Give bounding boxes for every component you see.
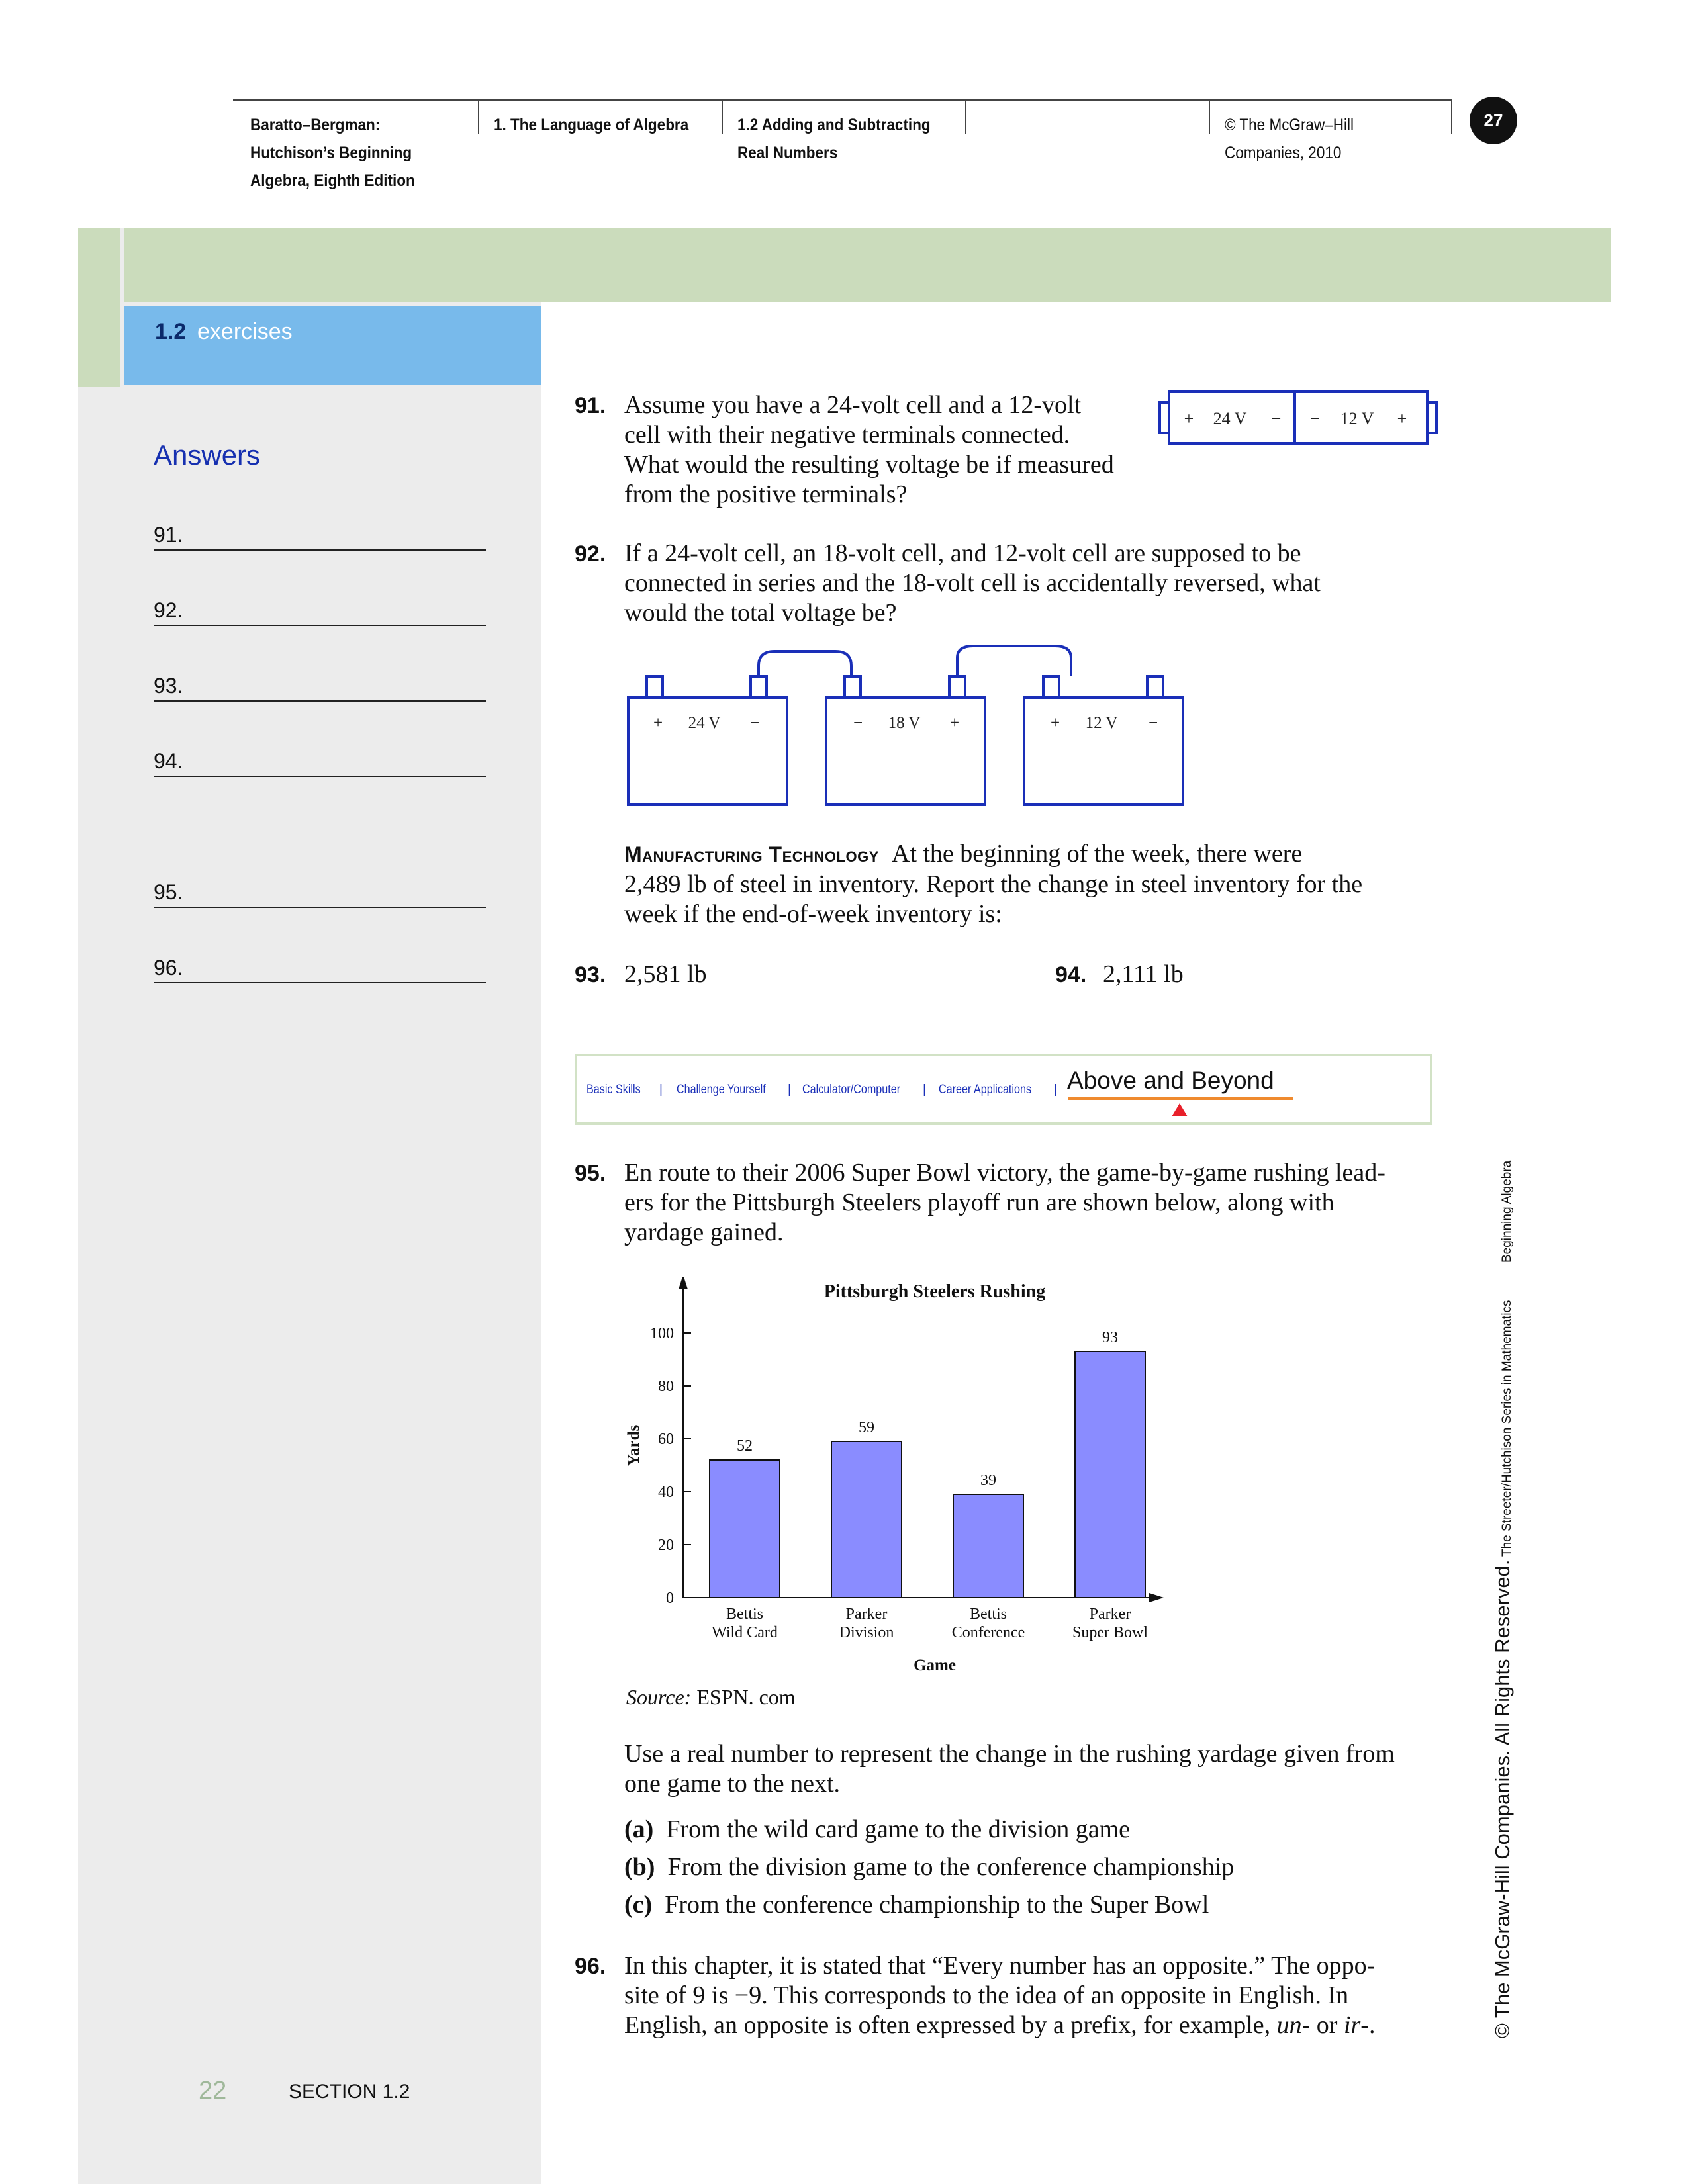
terminal-sign: − <box>853 714 863 732</box>
nav-active-underline <box>1068 1097 1293 1100</box>
x-tick-label: Wild Card <box>712 1624 778 1641</box>
terminal-sign: + <box>949 714 960 732</box>
terminal-sign: + <box>1397 409 1407 428</box>
problem-91-text: Assume you have a 24-volt cell and a 12-volt cell with their negative terminals connected. What would the resulting voltage be if measured from the positive terminals? <box>624 391 1114 508</box>
nav-above-and-beyond[interactable]: Above and Beyond <box>1067 1067 1274 1094</box>
answer-line[interactable]: 96. <box>154 956 486 983</box>
answer-line[interactable]: 94. <box>154 749 486 777</box>
terminal-sign: − <box>1271 409 1282 428</box>
tab-number: 1.2 <box>155 319 187 344</box>
y-tick-label: 40 <box>658 1484 674 1501</box>
x-axis-arrow <box>1149 1593 1164 1602</box>
answer-line[interactable]: 95. <box>154 880 486 908</box>
y-tick-label: 80 <box>658 1378 674 1395</box>
cell-label: 24 V <box>1213 409 1247 428</box>
bar <box>710 1460 780 1598</box>
header-divider <box>1209 99 1210 134</box>
exercises-tab <box>124 306 541 385</box>
header-divider <box>478 99 479 134</box>
bar-value-label: 59 <box>859 1419 874 1436</box>
y-axis-arrow <box>679 1277 688 1289</box>
y-tick-label: 60 <box>658 1431 674 1448</box>
problem-94-value: 2,111 lb <box>1103 960 1184 988</box>
problem-92-text: If a 24-volt cell, an 18-volt cell, and 12-volt cell are supposed to be connected in series and the 18-volt cell is accidentally reversed, what would the total voltage be? <box>624 539 1321 627</box>
terminal-sign: − <box>1309 409 1320 428</box>
y-tick-label: 100 <box>650 1325 674 1342</box>
nav-separator: | <box>659 1083 663 1097</box>
problem-number: 91. <box>575 393 606 418</box>
header-divider <box>722 99 723 134</box>
answer-line[interactable]: 92. <box>154 598 486 626</box>
x-tick-label: Bettis <box>969 1606 1008 1623</box>
bar-value-label: 39 <box>980 1472 996 1489</box>
problem-95-prompt: Use a real number to represent the change in the rushing yardage given from one game to the next. <box>624 1740 1395 1797</box>
problem-95-text: En route to their 2006 Super Bowl victory, the game-by-game rushing lead- ers for the Pittsburgh Steelers playoff run are shown below, along with yardage gained. <box>624 1159 1385 1246</box>
x-tick-label: Super Bowl <box>1072 1624 1148 1641</box>
x-tick-label: Parker <box>1089 1606 1131 1623</box>
nav-challenge-yourself[interactable]: Challenge Yourself <box>677 1083 766 1097</box>
problem-number: 92. <box>575 541 606 567</box>
header-book-title: Baratto–Bergman: Hutchison’s Beginning Algebra, Eighth Edition <box>250 116 415 190</box>
green-band <box>124 228 1611 302</box>
steelers-rushing-chart <box>609 1277 1205 1688</box>
nav-separator: | <box>923 1083 926 1097</box>
nav-calculator-computer[interactable]: Calculator/Computer <box>802 1083 901 1097</box>
cell-label: 12 V <box>1340 409 1374 428</box>
cell-label: 18 V <box>888 714 921 732</box>
x-tick-label: Bettis <box>726 1606 764 1623</box>
y-tick-label: 0 <box>666 1590 674 1607</box>
header-divider <box>965 99 966 134</box>
x-axis-label: Game <box>914 1657 956 1674</box>
bar-value-label: 52 <box>737 1437 753 1455</box>
bar <box>831 1441 902 1598</box>
answers-column <box>78 228 541 2184</box>
header-chapter: 1. The Language of Algebra <box>494 116 689 134</box>
nav-basic-skills[interactable]: Basic Skills <box>586 1083 641 1097</box>
margin-course: Beginning Algebra <box>1500 1160 1514 1263</box>
chart-source: Source: ESPN. com <box>626 1685 796 1709</box>
problem-number: 94. <box>1055 962 1087 987</box>
bar <box>953 1494 1023 1598</box>
cell-label: 24 V <box>688 714 721 732</box>
footer-page-number: 22 <box>199 2077 227 2105</box>
terminal-sign: + <box>1184 409 1194 428</box>
problem-number: 96. <box>575 1954 606 1979</box>
margin-rights: © The McGraw-Hill Companies. All Rights Reserved. <box>1491 1559 1514 2038</box>
problem-95-part-a: (a) From the wild card game to the division game <box>624 1815 1131 1843</box>
problem-96-text: In this chapter, it is stated that “Every number has an opposite.” The oppo- site of 9 is −9. This corresponds to the idea of an opposite in English. In English, an opposite is often expressed by a prefix, for example, un- or ir-. <box>624 1952 1376 2039</box>
terminal-sign: − <box>749 714 760 732</box>
header-copyright: © The McGraw–Hill Companies, 2010 <box>1225 116 1354 162</box>
terminal-sign: + <box>653 714 663 732</box>
nav-separator: | <box>1054 1083 1057 1097</box>
manufacturing-heading: Manufacturing Technology <box>624 842 879 866</box>
y-axis-label: Yards <box>625 1424 643 1467</box>
footer-section: SECTION 1.2 <box>289 2081 410 2103</box>
header-section: 1.2 Adding and Subtracting Real Numbers <box>737 116 931 162</box>
problem-95-part-b: (b) From the division game to the conference championship <box>624 1853 1235 1881</box>
x-tick-label: Parker <box>845 1606 888 1623</box>
cell-label: 12 V <box>1085 714 1118 732</box>
header-divider <box>1451 99 1452 134</box>
green-strip <box>78 228 120 387</box>
margin-series: The Streeter/Hutchison Series in Mathematics <box>1500 1300 1514 1557</box>
problem-95-part-c: (c) From the conference championship to the Super Bowl <box>624 1891 1209 1919</box>
chart-title: Pittsburgh Steelers Rushing <box>823 1281 1046 1302</box>
active-marker-icon <box>1171 1103 1188 1117</box>
exercise-category-nav <box>575 1054 1432 1125</box>
answer-line[interactable]: 91. <box>154 523 486 551</box>
nav-career-applications[interactable]: Career Applications <box>939 1083 1032 1097</box>
cells-diagram-92 <box>622 642 1192 814</box>
answer-line[interactable]: 93. <box>154 674 486 702</box>
problem-number: 95. <box>575 1161 606 1186</box>
bar-value-label: 93 <box>1102 1329 1118 1346</box>
problem-93-value: 2,581 lb <box>624 960 707 988</box>
terminal-sign: + <box>1050 714 1060 732</box>
x-tick-label: Conference <box>951 1624 1025 1641</box>
terminal-sign: − <box>1148 714 1158 732</box>
page-number-badge: 27 <box>1470 97 1517 144</box>
manufacturing-intro: Manufacturing Technology At the beginning of the week, there were 2,489 lb of steel in inventory. Report the change in steel inventory for the week if the end-of-week inventory is: <box>624 840 1363 928</box>
cells-diagram-91 <box>1152 388 1443 447</box>
bar <box>1075 1351 1145 1598</box>
y-tick-label: 20 <box>658 1537 674 1554</box>
nav-separator: | <box>788 1083 791 1097</box>
x-tick-label: Division <box>839 1624 894 1641</box>
tab-label: exercises <box>197 319 293 344</box>
answers-title: Answers <box>154 439 261 471</box>
problem-number: 93. <box>575 962 606 987</box>
